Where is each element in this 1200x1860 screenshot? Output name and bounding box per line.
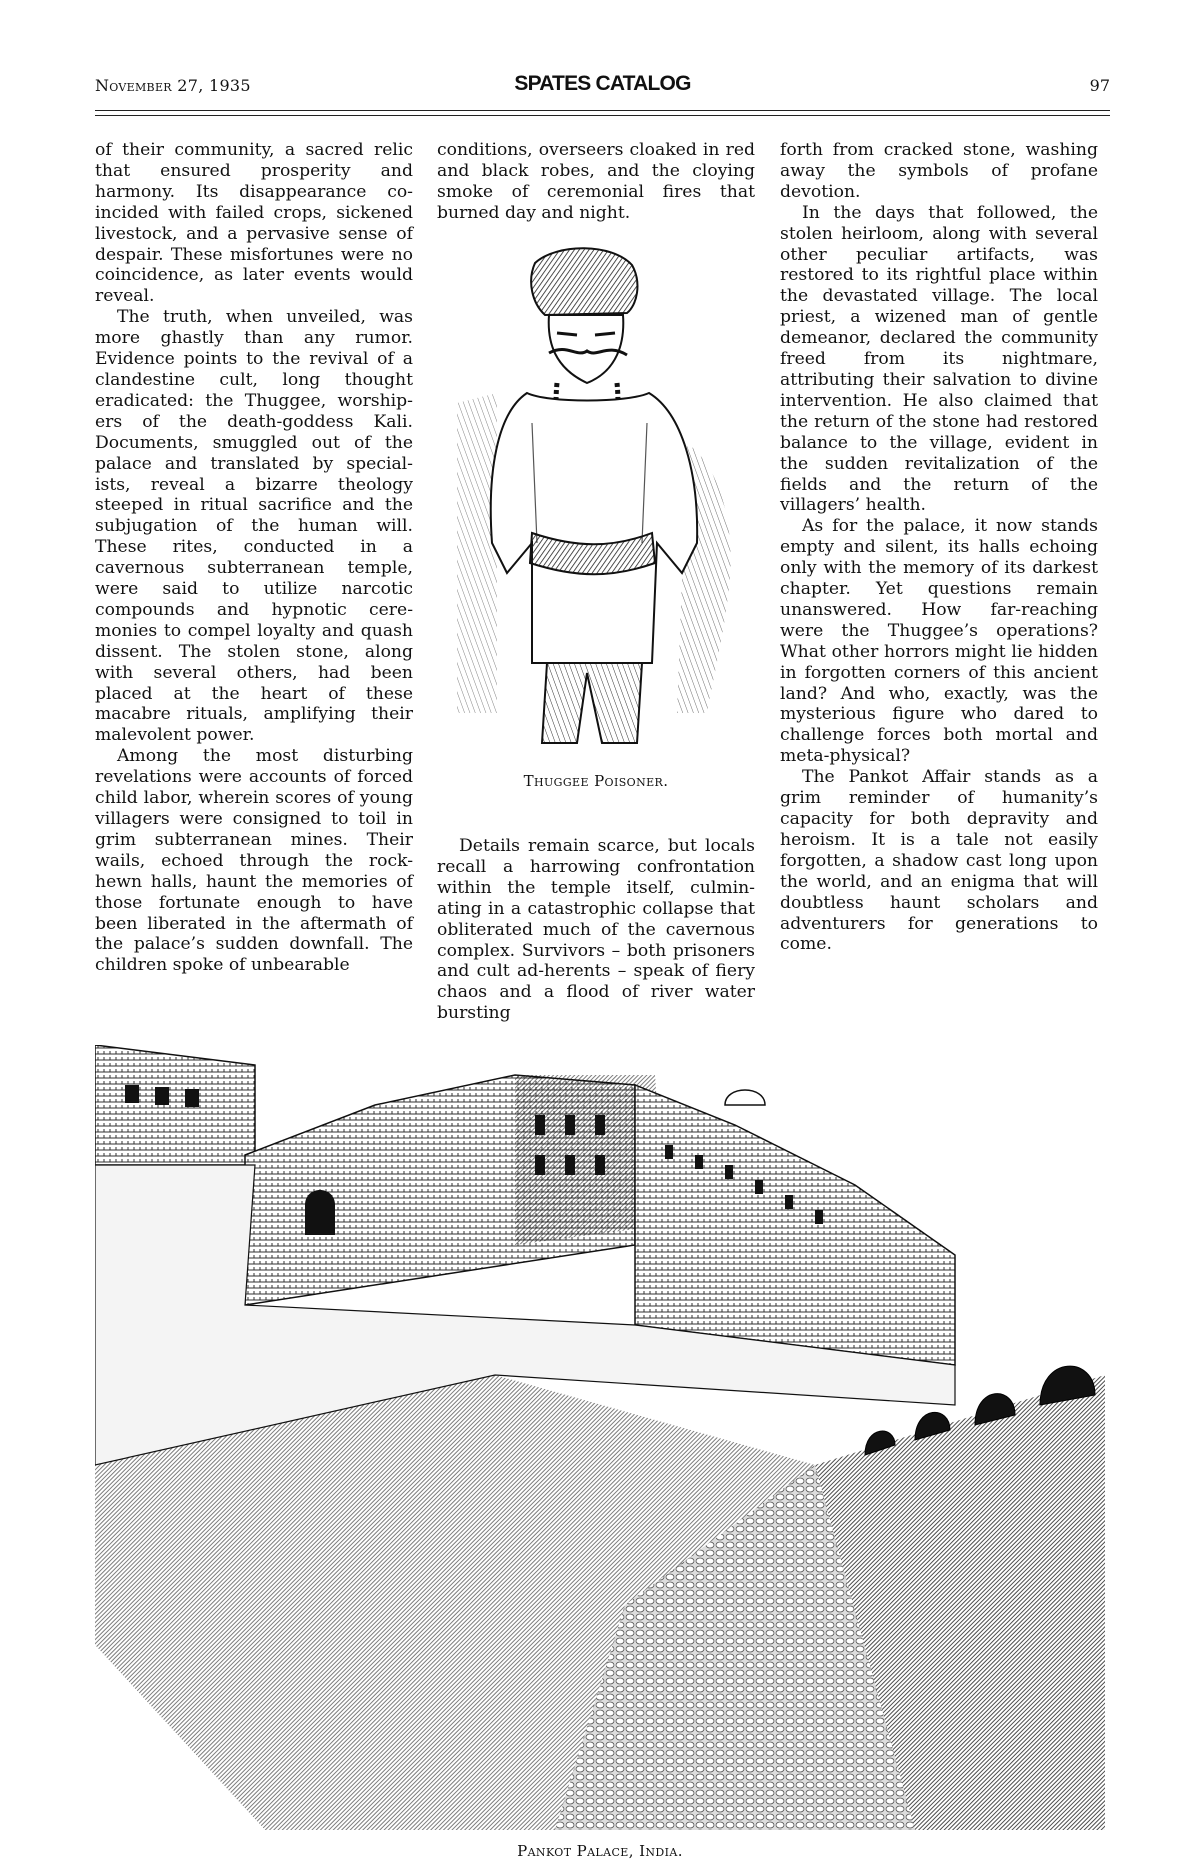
caption-text: Pankot Palace, India. <box>517 1842 683 1860</box>
paragraph: As for the palace, it now stands empty and silent, its halls echoing only with the memory of its darkest chapter. Yet questions remain unanswered. How far-reaching were the Thuggee’s operations? What other horrors might lie hidden in forgotten corners of this ancient land? And who, exactly, was the mysterious figure who dared to challenge forces both mortal and meta-physical? <box>780 516 1098 767</box>
caption-text: Thuggee Poisoner. <box>523 772 669 790</box>
paragraph: Among the most disturbing revelations were accounts of forced child labor, wherein scores of young villagers were consigned to toil in grim subterranean mines. Their wails, echoed through the rock-hewn halls, haunt the memories of those fortunate enough to have been liberated in the aftermath of the palace’s sudden downfall. The children spoke of unbearable <box>95 746 413 976</box>
portrait-illustration <box>437 243 755 763</box>
paragraph: The truth, when unveiled, was more ghastly than any rumor. Evidence points to the revival of a clandestine cult, long thought eradicated: the Thuggee, worship-ers of the death-goddess Kali. Documents, smuggled out of the palace and translated by special-ists, reveal a bizarre theology steeped in ritual sacrifice and the subjugation of the human will. These rites, conducted in a cavernous subterranean temple, were said to utilize narcotic compounds and hypnotic cere-monies to compel loyalty and quash dissent. The stolen stone, along with several others, had been placed at the heart of these macabre rituals, amplifying their malevolent power. <box>95 307 413 746</box>
paragraph: The Pankot Affair stands as a grim reminder of humanity’s capacity for both depravity and heroism. It is a tale not easily forgotten, a shadow cast long upon the world, and an enigma that will doubtless haunt scholars and adventurers for generations to come. <box>780 767 1098 955</box>
issue-date: November 27, 1935 <box>95 76 251 95</box>
publication-title: SPATES CATALOG <box>514 72 691 95</box>
text-column-3 <box>780 140 1098 955</box>
page-header <box>95 72 1110 104</box>
page-number: 97 <box>1089 76 1110 95</box>
header-rule-bottom <box>95 115 1110 116</box>
paragraph: conditions, overseers cloaked in red and black robes, and the cloying smoke of ceremonial fires that burned day and night. <box>437 140 755 223</box>
header-rule-top <box>95 110 1110 111</box>
palace-photograph <box>95 1045 1105 1830</box>
paragraph: In the days that followed, the stolen heirloom, along with several other peculiar artifacts, was restored to its rightful place within the devastated village. The local priest, a wizened man of gentle demeanor, declared the community freed from its nightmare, attributing their salvation to divine intervention. He also claimed that the return of the stone had restored balance to the village, evident in the sudden revitalization of the fields and the return of the villagers’ health. <box>780 202 1098 516</box>
paragraph: of their community, a sacred relic that ensured prosperity and harmony. Its disappearance co-incided with failed crops, sickened livestock, and a pervasive sense of despair. These misfortunes were no coincidence, as later events would reveal. <box>95 140 413 307</box>
text-column-2-continued <box>437 836 755 1024</box>
paragraph: forth from cracked stone, washing away the symbols of profane devotion. <box>780 140 1098 202</box>
figure-caption <box>437 772 755 790</box>
figure-caption <box>95 1842 1105 1860</box>
text-column-2 <box>437 140 755 224</box>
text-column-1 <box>95 140 413 976</box>
paragraph: Details remain scarce, but locals recall a harrowing confrontation within the temple itself, culmin-ating in a catastrophic collapse that obliterated much of the cavernous complex. Survivors – both prisoners and cult ad-herents – speak of fiery chaos and a flood of river water bursting <box>437 836 755 1024</box>
